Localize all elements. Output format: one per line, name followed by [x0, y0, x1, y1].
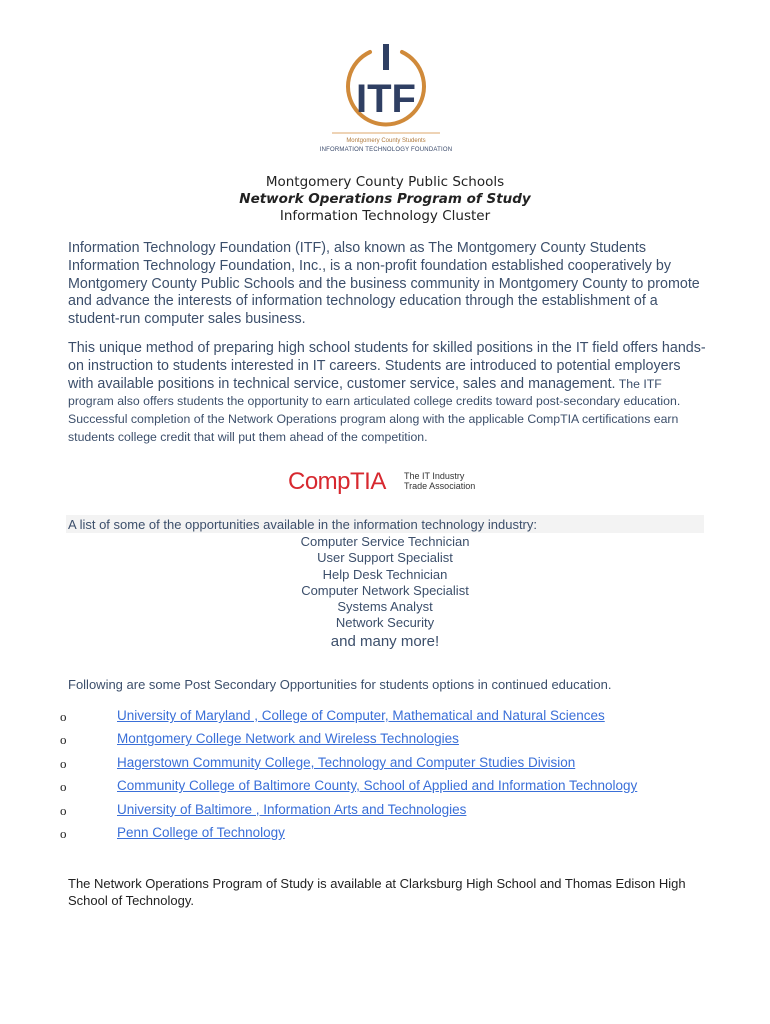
bullet: o: [60, 709, 67, 724]
bullet: o: [60, 732, 67, 748]
intro-paragraph-2-small: The ITF program also offers students the opportunity to earn articulated college credits toward post-secondary education. Successful completion of the Network Operations program along with the applicable CompTIA certifications earn students college credit that will put them ahead of the competition.: [68, 376, 681, 444]
intro-paragraph-1: Information Technology Foundation (ITF), also known as The Montgomery County Students Information Technology Foundation, Inc., is a non-profit foundation established cooperatively by Montgomery County Public Schools and the business community in Montgomery County to promote and advance the interests of information technology education through the establishment of a student-run computer sales business.: [68, 240, 700, 328]
comptia-logo: [288, 468, 488, 498]
page-title-block: [0, 174, 770, 225]
list-item: [0, 777, 770, 800]
post-secondary-links: [0, 707, 770, 847]
comptia-tagline-2: Trade Association: [404, 481, 476, 491]
link-community-college-baltimore-county[interactable]: Community College of Baltimore County, School of Applied and Information Technology: [117, 778, 638, 794]
bullet: o: [60, 802, 67, 818]
list-item: [0, 824, 770, 847]
cluster-title: Information Technology Cluster: [279, 208, 491, 224]
bullet: o: [60, 825, 67, 841]
intro-paragraph-2-main: This unique method of preparing high school students for skilled positions in the IT field offers hands-on instruction to students interested in IT careers. Students are introduced to potential employers with available positions in technical service, customer service, sales and management.: [68, 340, 706, 392]
link-hagerstown-community-college[interactable]: Hagerstown Community College, Technology and Computer Studies Division: [117, 754, 576, 770]
post-secondary-heading: Following are some Post Secondary Opportunities for students options in continued education.: [68, 677, 612, 692]
link-university-of-maryland[interactable]: University of Maryland , College of Computer, Mathematical and Natural Sciences: [117, 708, 605, 723]
logo-subline-2: INFORMATION TECHNOLOGY FOUNDATION: [319, 147, 453, 153]
intro-paragraph-2: [68, 340, 708, 447]
opportunities-heading: A list of some of the opportunities available in the information technology industry:: [66, 515, 704, 533]
comptia-tagline: [404, 471, 475, 491]
comptia-wordmark: CompTIA: [288, 468, 386, 495]
logo-initials: ITF: [356, 77, 416, 121]
program-title: Network Operations Program of Study: [239, 191, 531, 207]
list-item: [0, 707, 770, 730]
link-university-of-baltimore[interactable]: University of Baltimore , Information Arts and Technologies: [117, 801, 467, 817]
and-many-more: and many more!: [330, 632, 440, 650]
link-montgomery-college[interactable]: Montgomery College Network and Wireless Technologies: [117, 731, 459, 747]
career-item: Computer Service Technician: [300, 534, 470, 549]
org-title: Montgomery County Public Schools: [265, 174, 505, 190]
career-list: [0, 534, 770, 652]
list-item: [0, 801, 770, 824]
career-item: Help Desk Technician: [322, 566, 448, 582]
availability-note: The Network Operations Program of Study is available at Clarksburg High School and Thomas Edison High School of Technology.: [68, 876, 686, 908]
career-item: Network Security: [335, 615, 435, 631]
career-item: Systems Analyst: [337, 599, 433, 615]
comptia-tagline-1: The IT Industry: [404, 471, 465, 481]
link-penn-college[interactable]: Penn College of Technology: [117, 824, 285, 840]
career-item: Computer Network Specialist: [301, 582, 469, 598]
career-item: User Support Specialist: [317, 550, 453, 566]
list-item: [0, 754, 770, 777]
logo-subline-1: Montgomery County Students: [346, 138, 426, 144]
bullet: o: [60, 755, 67, 771]
list-item: [0, 730, 770, 753]
bullet: o: [60, 779, 67, 795]
